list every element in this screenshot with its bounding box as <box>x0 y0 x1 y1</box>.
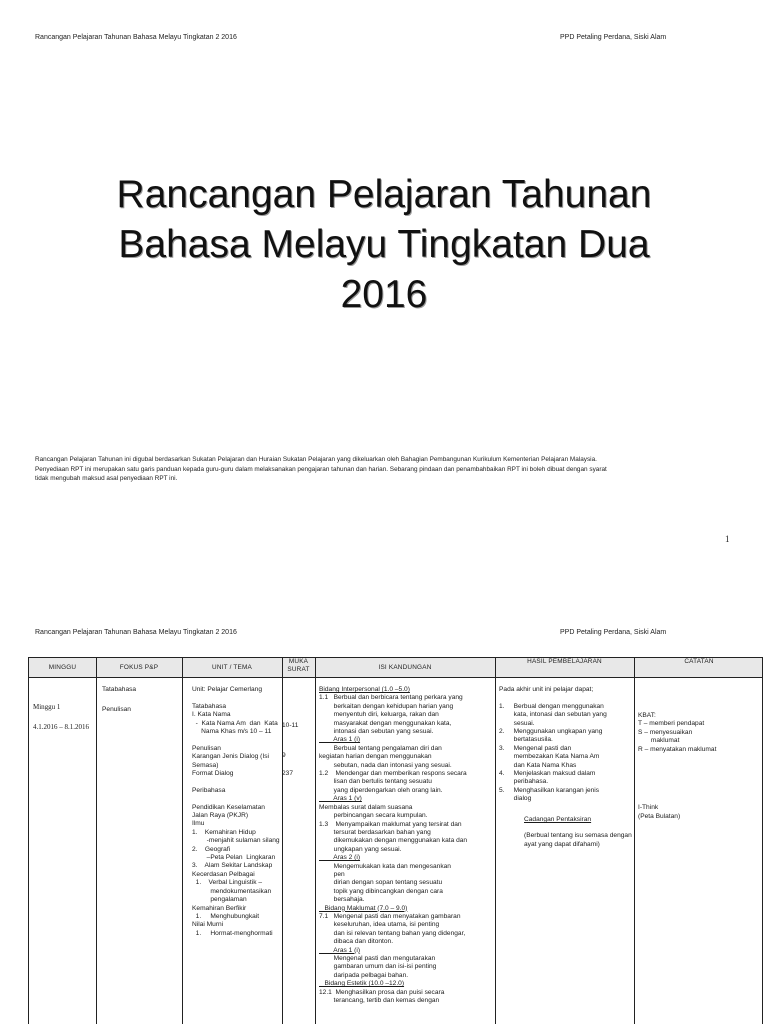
page-header-left-2: Rancangan Pelajaran Tahunan Bahasa Melayu Tingkatan 2 2016 <box>35 629 237 636</box>
hasil-line: sesuai. <box>499 719 535 727</box>
unit-line: Tatabahasa <box>192 702 227 710</box>
unit-line: Penulisan <box>192 744 221 752</box>
isi-line: daripada pelbagai bahan. <box>319 971 409 979</box>
unit-line: Kemahiran Berfikir <box>192 904 247 912</box>
column-divider <box>282 658 283 1024</box>
isi-line: gambaran umum dan isi-isi penting <box>319 963 437 971</box>
cell-fokus <box>102 686 136 715</box>
unit-line: 1. Verbal Linguistik – <box>192 879 263 887</box>
catatan-line <box>638 771 716 779</box>
unit-line: Semasa) <box>192 761 219 769</box>
isi-line: 7.1 Mengenal pasti dan menyatakan gambaran <box>319 912 461 920</box>
isi-line: 1.1 Berbual dan berbicara tentang perkara yang <box>319 694 463 702</box>
catatan-line <box>638 788 716 796</box>
isi-line: Aras 1 (i) <box>319 946 361 954</box>
isi-line: yang diperdengarkan oleh orang lain. <box>319 786 443 794</box>
isi-line: Aras 2 (i) <box>319 854 361 862</box>
isi-line: Aras 1 (i) <box>319 736 361 744</box>
catatan-line <box>638 796 716 804</box>
hasil-line: 5. Menghasilkan karangan jenis <box>499 786 600 794</box>
unit-line: 1. Hormat-menghormati <box>192 929 273 937</box>
isi-line: lisan dan bertulis tentang sesuatu <box>319 778 432 786</box>
unit-line: 2. Geografi <box>192 845 231 853</box>
intro-line-1: Rancangan Pelajaran Tahunan ini digubal berdasarkan Sukatan Pelajaran dan Huraian Sukatan Pelajaran yang dikeluarkan oleh Bahagian Pembangunan Kurikulum Kementerian Pelajaran Malaysia. <box>35 456 597 463</box>
isi-line: intonasi dan sebutan yang sesuai. <box>319 728 434 736</box>
unit-line: Kecerdasan Pelbagai <box>192 870 255 878</box>
intro-line-2: Penyediaan RPT ini merupakan satu garis panduan kepada guru-guru dalam melaksanakan pengajaran tahunan dan harian. Sebarang pindaan dan penambahbaikan RPT ini boleh dibuat dengan syarat <box>35 465 607 473</box>
isi-line: 1.3 Menyampaikan maklumat yang tersirat dan <box>319 820 462 828</box>
unit-line <box>192 736 280 744</box>
cell-hasil-pembelajaran <box>499 686 607 804</box>
cell-isi-kandungan <box>319 686 467 1005</box>
cadangan-note: (Berbual tentang isu semasa dengan <box>524 832 632 840</box>
page-header-right-2: PPD Petaling Perdana, Siski Alam <box>560 629 667 636</box>
unit-line <box>192 795 280 803</box>
unit-line <box>192 694 280 702</box>
isi-line: perbincangan secara kumpulan. <box>319 812 428 820</box>
isi-line: bersahaja. <box>319 896 365 904</box>
header-hasil: HASIL PEMBELAJARAN <box>527 658 602 665</box>
page-number: 1 <box>725 534 730 544</box>
unit-line: 1. Menghubungkait <box>192 912 260 920</box>
page-header-left: Rancangan Pelajaran Tahunan Bahasa Melayu Tingkatan 2 2016 <box>35 34 237 41</box>
catatan-line <box>638 754 716 762</box>
isi-line: pen <box>319 870 345 878</box>
page-ref: 9 <box>282 752 286 760</box>
unit-line: Nama Khas m/s 10 – 11 <box>192 728 272 736</box>
isi-line: Mengenal pasti dan mengutarakan <box>319 955 436 962</box>
intro-line-3: tidak mengubah maksud asal penyediaan RPT ini. <box>35 475 178 483</box>
column-divider <box>96 658 97 1024</box>
document-title <box>20 170 748 320</box>
hasil-line: kata, intonasi dan sebutan yang <box>499 711 607 719</box>
column-divider <box>495 658 496 1024</box>
isi-line: Aras 1 (v) <box>319 795 362 803</box>
hasil-line: peribahasa. <box>499 778 549 786</box>
isi-line: kegiatan harian dengan menggunakan <box>319 753 432 761</box>
unit-line: -menjahit sulaman silang <box>192 837 280 845</box>
unit-line: Jalan Raya (PKJR) <box>192 812 249 820</box>
column-divider <box>315 658 316 1024</box>
unit-line: 1. Kemahiran Hidup <box>192 828 256 836</box>
hasil-line <box>499 694 607 702</box>
unit-line: Pendidikan Keselamatan <box>192 803 265 811</box>
isi-line: 12.1 Menghasilkan prosa dan puisi secara <box>319 988 445 996</box>
unit-line: mendokumentasikan <box>192 887 272 895</box>
week-label: Minggu 1 <box>33 703 61 711</box>
isi-line: Bidang Estetik (10.0 –12.0) <box>319 980 405 988</box>
page-ref: 10-11 <box>282 722 299 729</box>
hasil-line: 4. Menjelaskan maksud dalam <box>499 770 596 778</box>
cell-muka-surat <box>282 722 298 778</box>
isi-line: Membalas surat dalam suasana <box>319 803 413 811</box>
isi-line: sebutan, nada dan intonasi yang sesuai. <box>319 761 452 769</box>
unit-line: Ilmu <box>192 820 205 828</box>
isi-line: menyentuh diri, keluarga, rakan dan <box>319 711 439 719</box>
header-isi: ISI KANDUNGAN <box>378 664 432 671</box>
cell-unit <box>192 686 280 938</box>
catatan-line <box>638 779 716 787</box>
isi-line: Mengemukakan kata dan mengesankan <box>319 862 451 870</box>
hasil-line: bertatasusila. <box>499 736 553 744</box>
title-line-3: 2016 <box>340 273 428 316</box>
isi-line: keseluruhan, idea utama, isi penting <box>319 921 440 929</box>
column-divider <box>182 658 183 1024</box>
isi-line: Berbual tentang pengalaman diri dan <box>319 744 442 752</box>
cadangan-pentaksiran <box>524 816 632 849</box>
isi-line: dibaca dan ditonton. <box>319 938 394 946</box>
hasil-line: dialog <box>499 795 532 803</box>
isi-line: 1.2 Mendengar dan memberikan respons secara <box>319 770 467 778</box>
hasil-line: 2. Menggunakan ungkapan yang <box>499 728 603 736</box>
title-line-2: Bahasa Melayu Tingkatan Dua <box>118 223 650 266</box>
unit-line: Unit: Pelajar Cemerlang <box>192 686 262 693</box>
week-dates: 4.1.2016 – 8.1.2016 <box>33 723 89 732</box>
hasil-line: Pada akhir unit ini pelajar dapat; <box>499 686 594 693</box>
catatan-line: KBAT: <box>638 712 656 719</box>
fokus-item: Penulisan <box>102 706 131 714</box>
page-header-right: PPD Petaling Perdana, Siski Alam <box>560 34 667 41</box>
header-muka-surat: MUKA SURAT <box>287 658 310 674</box>
hasil-line: 3. Mengenal pasti dan <box>499 744 572 752</box>
catatan-line: S – menyesuaikan <box>638 728 693 736</box>
unit-line: 3. Alam Sekitar Landskap <box>192 862 273 870</box>
hasil-line: membezakan Kata Nama Am <box>499 753 600 761</box>
unit-line: Karangan Jenis Dialog (Isi <box>192 753 269 761</box>
unit-line: Peribahasa <box>192 786 226 794</box>
unit-line: I. Kata Nama <box>192 711 231 719</box>
intro-paragraph <box>35 455 735 484</box>
isi-line: masyarakat dengan menggunakan kata, <box>319 719 452 727</box>
isi-line: dikemukakan dengan menggunakan kata dan <box>319 837 468 845</box>
unit-line: - Kata Nama Am dan Kata <box>192 719 278 727</box>
isi-line: berkaitan dengan kehidupan harian yang <box>319 702 454 710</box>
isi-line: ungkapan yang sesuai. <box>319 845 402 853</box>
catatan-line: T – memberi pendapat <box>638 720 705 728</box>
unit-line: Format Dialog <box>192 770 234 778</box>
catatan-line <box>638 762 716 770</box>
unit-line <box>192 778 280 786</box>
header-unit: UNIT / TEMA <box>212 664 252 671</box>
isi-line: terancang, tertib dan kemas dengan <box>319 997 440 1005</box>
cell-minggu <box>33 703 89 732</box>
header-minggu: MINGGU <box>48 664 77 671</box>
hasil-line: 1. Berbual dengan menggunakan <box>499 702 604 710</box>
isi-line: Bidang Interpersonal (1.0 –5.0) <box>319 686 410 693</box>
hasil-line: dan Kata Nama Khas <box>499 761 577 769</box>
unit-line: –Peta Pelan Lingkaran <box>192 854 276 862</box>
title-line-1: Rancangan Pelajaran Tahunan <box>116 173 652 216</box>
isi-line: Bidang Maklumat (7.0 – 9.0) <box>319 904 408 912</box>
cadangan-heading: Cadangan Pentaksiran <box>524 816 592 823</box>
isi-line: tersurat berdasarkan bahan yang <box>319 828 431 836</box>
catatan-line: R – menyatakan maklumat <box>638 745 717 753</box>
cell-catatan <box>638 712 716 821</box>
isi-line: topik yang dibincangkan dengan cara <box>319 887 443 895</box>
isi-line: dirian dengan sopan tentang sesuatu <box>319 879 443 887</box>
header-catatan: CATATAN <box>684 658 714 665</box>
catatan-line: (Peta Bulatan) <box>638 812 681 820</box>
unit-line: Nilai Murni <box>192 921 224 929</box>
cadangan-note: ayat yang dapat difahami) <box>524 840 600 848</box>
catatan-line: I-Think <box>638 804 659 812</box>
fokus-item: Tatabahasa <box>102 686 137 693</box>
header-fokus: FOKUS P&P <box>119 664 159 671</box>
isi-line: dan isi relevan tentang bahan yang didengar, <box>319 929 466 937</box>
catatan-line: maklumat <box>638 737 680 745</box>
page-ref: 237 <box>282 769 294 777</box>
column-divider <box>634 658 635 1024</box>
lesson-plan-table <box>28 657 763 1024</box>
unit-line: pengalaman <box>192 896 247 904</box>
